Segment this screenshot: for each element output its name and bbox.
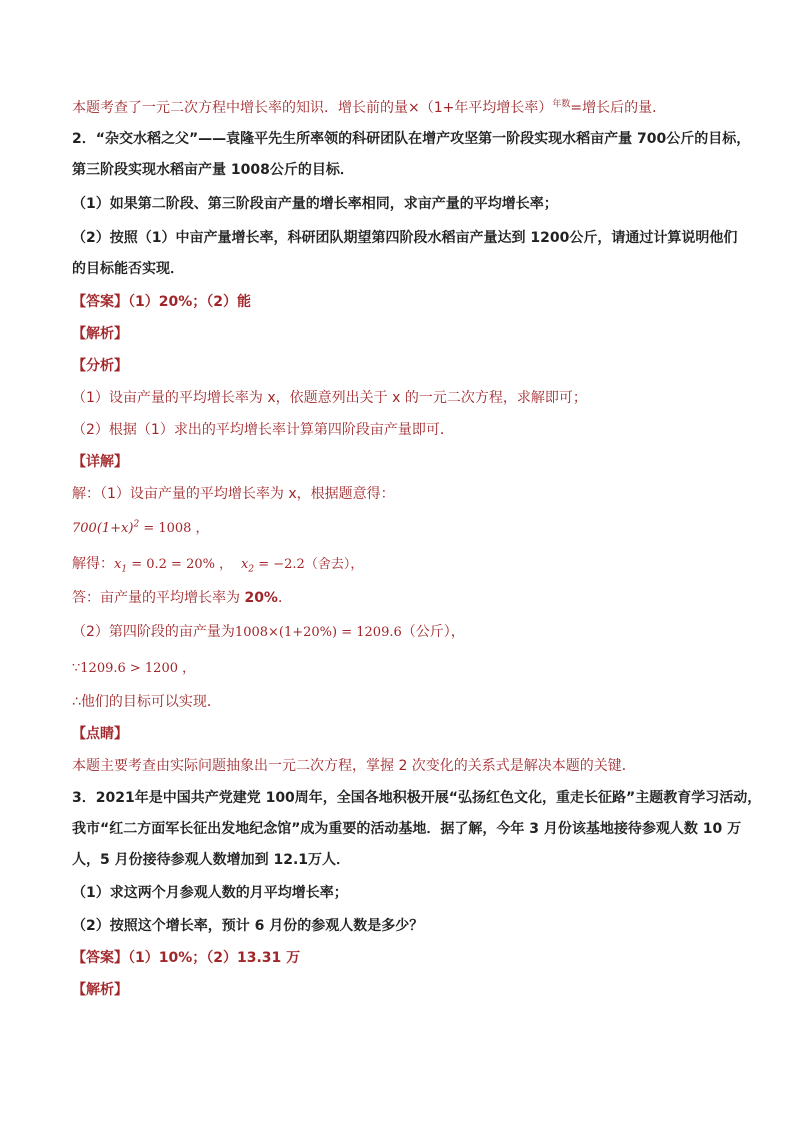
because-line: ∵1209.6 > 1200 ， <box>72 661 196 676</box>
conclusion-value: 20% <box>244 590 278 606</box>
fenxi-line-1: （1）设亩产量的平均增长率为 x，依题意列出关于 x 的一元二次方程，求解即可； <box>72 390 587 406</box>
roots-prefix: 解得： <box>72 556 114 572</box>
dianjing-label: 【点睛】 <box>72 726 128 742</box>
question-2-line-1: 2．“杂交水稻之父”——袁隆平先生所率领的科研团队在增产攻坚第一阶段实现水稻亩产量 700公斤的目标， <box>72 131 751 147</box>
xiangjie-label: 【详解】 <box>72 454 128 470</box>
question-2-part-2-line-1: （2）按照（1）中亩产量增长率，科研团队期望第四阶段水稻亩产量达到 1200公斤，请通过计算说明他们 <box>72 230 738 246</box>
question-2-part-2-line-2: 的目标能否实现． <box>72 261 184 277</box>
root-x2: $x_2 = -2.2$（舍去）， <box>241 557 364 575</box>
conclusion-line-1: 答：亩产量的平均增长率为 20%． <box>72 590 292 606</box>
question-2-line-2: 第三阶段实现水稻亩产量 1008公斤的目标． <box>72 162 354 178</box>
question-2-part-1: （1）如果第二阶段、第三阶段亩产量的增长率相同，求亩产量的平均增长率； <box>72 196 558 212</box>
answer-line-q3 <box>72 948 300 968</box>
answer-text: （1）20%；（2）能 <box>128 294 251 310</box>
answer-line-q2 <box>72 292 251 312</box>
roots-line <box>72 554 363 575</box>
equation-line <box>72 518 209 539</box>
summary-text-end: =增长后的量． <box>570 100 667 116</box>
analysis-label: 【解析】 <box>72 326 128 342</box>
solution-line-1: 解：（1）设亩产量的平均增长率为 x，根据题意得： <box>72 486 395 502</box>
part-2-solution-line: （2）第四阶段的亩产量为1008×(1+20%) = 1209.6（公斤）， <box>72 624 465 640</box>
question-3-part-1: （1）求这两个月参观人数的月平均增长率； <box>72 885 348 901</box>
therefore-line: ∴他们的目标可以实现． <box>72 694 221 710</box>
dianjing-text: 本题主要考查由实际问题抽象出一元二次方程，掌握 2 次变化的关系式是解决本题的关键． <box>72 758 636 774</box>
question-3-line-2: 我市“红二方面军长征出发地纪念馆”成为重要的活动基地．据了解，今年 3 月份该基地接待参观人数 10 万 <box>72 821 742 837</box>
summary-line <box>72 98 666 118</box>
question-3-line-1: 3．2021年是中国共产党建党 100周年，全国各地积极开展“弘扬红色文化，重走长征路”主题教育学习活动， <box>72 790 762 806</box>
question-3-line-3: 人，5 月份接待参观人数增加到 12.1万人． <box>72 852 351 868</box>
question-3-part-2: （2）按照这个增长率，预计 6 月份的参观人数是多少？ <box>72 918 424 934</box>
summary-superscript: 年数 <box>552 99 571 110</box>
summary-text: 本题考查了一元二次方程中增长率的知识．增长前的量×（1+年平均增长率） <box>72 100 553 116</box>
root-x1: $x_1 = 0.2 = 20\%$ ， <box>114 557 233 575</box>
fenxi-line-2: （2）根据（1）求出的平均增长率计算第四阶段亩产量即可． <box>72 422 454 438</box>
answer-label-q3: 【答案】 <box>72 950 128 966</box>
answer-label: 【答案】 <box>72 294 128 310</box>
fenxi-label: 【分析】 <box>72 358 128 374</box>
equation-main: $700(1+x)^2 = 1008$ ， <box>72 519 209 536</box>
analysis-label-q3: 【解析】 <box>72 982 128 998</box>
answer-text-q3: （1）10%；（2）13.31 万 <box>128 950 301 966</box>
part-2-equation: 1008×(1+20%) = 1209.6 <box>234 625 402 640</box>
